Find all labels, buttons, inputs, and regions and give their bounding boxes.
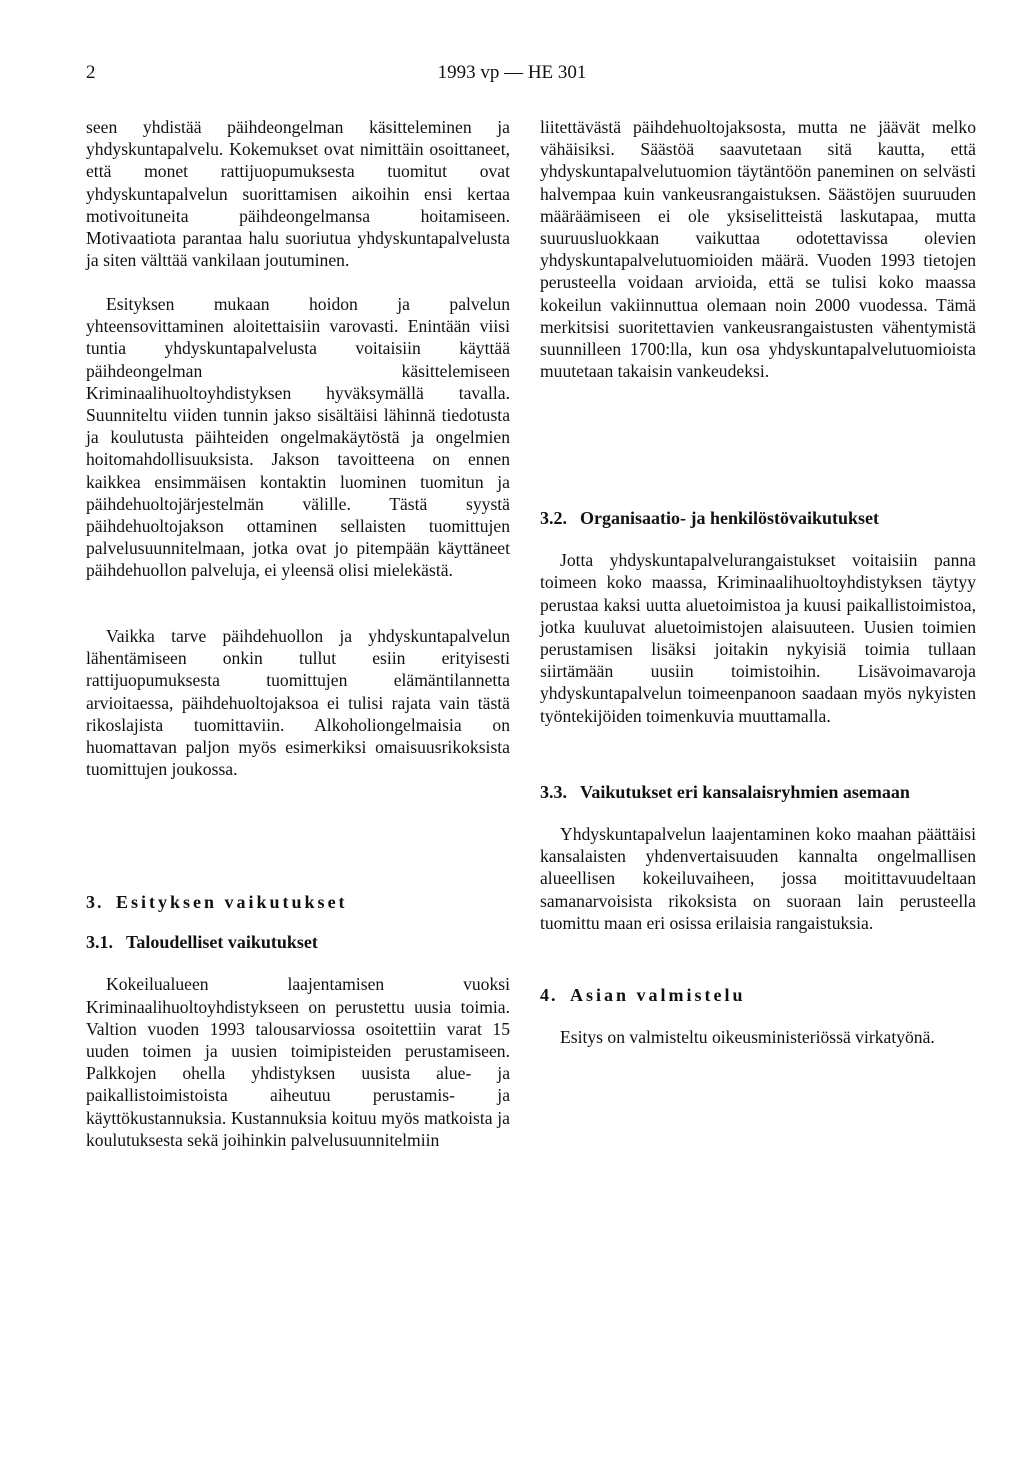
running-head: 1993 vp — HE 301 (437, 62, 587, 83)
section-3-title: Esityksen vaikutukset (116, 892, 348, 912)
page-number: 2 (86, 62, 96, 83)
section-3-2-number: 3.2. (540, 508, 567, 528)
left-paragraph-3: Vaikka tarve päihdehuollon ja yhdyskuntapalvelun lähentämiseen onkin tullut esiin erityisesti rattijuopumuksesta tuomittujen elämäntilannetta arvioitaessa, päihdehuoltojaksoa ei tulisi rajata vain tästä rikoslajista tuomittaviin. Alkoholiongelmaisia on huomattavan paljon myös esimerkiksi omaisuusrikoksista tuomittujen joukossa. (86, 626, 510, 780)
left-paragraph-2: Esityksen mukaan hoidon ja palvelun yhteensovittaminen aloitettaisiin varovasti. Enintään viisi tuntia yhdyskuntapalvelusta voitaisiin käyttää päihdeongelman käsittelemiseen Kriminaalihuoltoyhdistyksen hyväksymällä tavalla. Suunniteltu viiden tunnin jakso sisältäisi lähinnä tiedotusta ja koulutusta päihteiden ongelmakäytöstä ja ongelmien hoitomahdollisuuksista. Jakson tavoitteena on ennen kaikkea ensimmäisen kontaktin luominen tuomitun ja päihdehuoltojärjestelmän välille. Tästä syystä päihdehuoltojakson ottaminen sellaisten tuomittujen palvelusuunnitelmaan, jotka ovat jo pitempään käyttäneet päihdehuollon palveluja, ei yleensä olisi mielekästä. (86, 294, 510, 581)
section-3-3-title: Vaikutukset eri kansalaisryhmien asemaan (580, 781, 910, 802)
section-3-1-heading (86, 931, 510, 953)
section-3-number: 3. (86, 892, 104, 912)
section-4-number: 4. (540, 985, 558, 1006)
section-3-2-title: Organisaatio- ja henkilöstövaikutukset (580, 508, 880, 528)
section-3-heading (86, 891, 510, 913)
right-paragraph-3: Yhdyskuntapalvelun laajentaminen koko maahan päättäisi kansalaisten yhdenvertaisuuden kannalta ongelmallisen alueellisen kokeiluvaiheen, jossa moitittavuudeltaan samanarvoisista rikoksista on suoraan lain perusteella tuomittu maan eri osissa erilaisia rangaistuksia. (540, 824, 976, 933)
right-column (540, 116, 976, 1048)
section-3-1-number: 3.1. (86, 932, 113, 953)
left-paragraph-4: Kokeilualueen laajentamisen vuoksi Kriminaalihuoltoyhdistykseen on perustettu uusia toimia. Valtion vuoden 1993 talousarviossa osoitettiin varat 15 uuden toimen ja uusien toimipisteiden perustamiseen. Palkkojen ohella yhdistyksen uusista alue- ja paikallistoimistoista aiheutuu perustamis- ja käyttökustannuksia. Kustannuksia koituu myös matkoista ja koulutuksesta sekä joihinkin palvelusuunnitelmiin (86, 974, 510, 1150)
left-column (86, 116, 510, 1151)
section-4-heading (540, 984, 976, 1006)
section-3-3-heading (540, 781, 976, 803)
section-4-title: Asian valmistelu (570, 985, 746, 1006)
section-3-2-heading (540, 507, 976, 529)
right-paragraph-1: liitettävästä päihdehuoltojaksosta, mutta ne jäävät melko vähäisiksi. Säästöä saavutetaan sitä kautta, että yhdyskuntapalvelutuomion täytäntöön paneminen on selvästi halvempaa kuin vankeusrangaistuksen. Säästöjen suuruuden määräämiseen ei ole yksiselitteistä laskutapaa, mutta suuruusluokkaan vaikuttaa odotettavissa olevien yhdyskuntapalvelutuomioiden määrä. Vuoden 1993 tietojen perusteella voidaan arvioida, että se tulisi koko maassa kokeilun vakiinnuttua olemaan noin 2000 vuodessa. Tämä merkitsisi suoritettavien vankeusrangaistusten vähentymistä suunnilleen 1700:lla, kun osa yhdyskuntapalvelutuomioista muutetaan takaisin vankeudeksi. (540, 117, 976, 382)
left-paragraph-1: seen yhdistää päihdeongelman käsitteleminen ja yhdyskuntapalvelu. Kokemukset ovat nimittäin osoittaneet, että monet rattijuopumuksesta tuomitut ovat yhdyskuntapalvelun suorittamisen aikoihin ensi kertaa motivoituneita päihdeongelmansa hoitamiseen. Motivaatiota parantaa halu suoriutua yhdyskuntapalvelusta ja siten välttää vankilaan joutuminen. (86, 117, 510, 271)
section-3-3-number: 3.3. (540, 781, 567, 802)
right-paragraph-2: Jotta yhdyskuntapalvelurangaistukset voitaisiin panna toimeen koko maassa, Kriminaalihuoltoyhdistyksen täytyy perustaa kaksi uutta aluetoimistoa ja kuusi paikallistoimistoa, jotka kuuluvat aluetoimistojen alaisuuteen. Uusien toimien perustamisen lisäksi joitakin nykyisiä toimia tullaan siirtämään uusiin toimistoihin. Lisävoimavaroja yhdyskuntapalvelun toimeenpanoon saadaan myös nykyisten työntekijöiden toimenkuvia muuttamalla. (540, 550, 976, 726)
right-paragraph-4: Esitys on valmisteltu oikeusministeriössä virkatyönä. (560, 1027, 935, 1048)
section-3-1-title: Taloudelliset vaikutukset (126, 932, 318, 953)
